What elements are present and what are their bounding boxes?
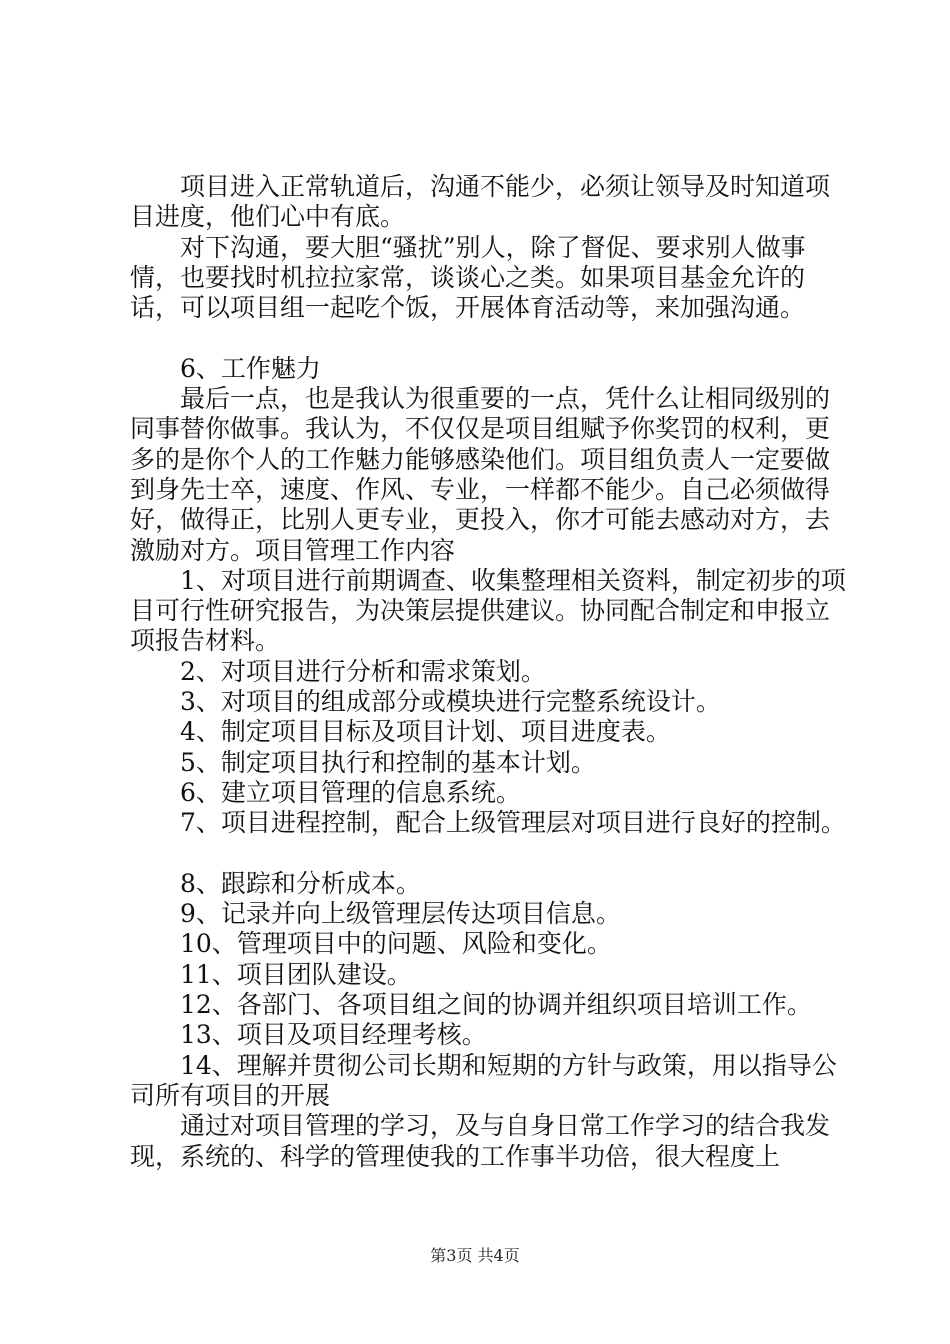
- page-number-footer: 第3页 共4页: [430, 1246, 520, 1265]
- list-item: 12、各部门、各项目组之间的协调并组织项目培训工作。: [180, 990, 812, 1020]
- document-body: [130, 172, 850, 1172]
- section-heading: 6、工作魅力: [180, 353, 321, 383]
- paragraph: 对下沟通，要大胆“骚扰”别人，除了督促、要求别人做事情，也要找时机拉拉家常，谈谈心之类。如果项目基金允许的话，可以项目组一起吃个饭，开展体育活动等，来加强沟通。: [130, 232, 806, 323]
- list-item: 2、对项目进行分析和需求策划。: [180, 656, 546, 686]
- blank-line: [130, 323, 850, 353]
- list-item: 13、项目及项目经理考核。: [180, 1020, 487, 1050]
- list-item: 4、制定项目目标及项目计划、项目进度表。: [180, 717, 671, 747]
- list-item: 3、对项目的组成部分或模块进行完整系统设计。: [180, 687, 721, 717]
- paragraph: 最后一点，也是我认为很重要的一点，凭什么让相同级别的同事替你做事。我认为，不仅仅是项目组赋予你奖罚的权利，更多的是你个人的工作魅力能够感染他们。项目组负责人一定要做到身先士卒，速度、作风、专业，一样都不能少。自己必须做得好，做得正，比别人更专业，更投入，你才可能去感动对方，去激励对方。项目管理工作内容: [130, 384, 831, 565]
- list-item: 14、理解并贯彻公司长期和短期的方针与政策，用以指导公司所有项目的开展: [130, 1050, 837, 1110]
- list-item: 5、制定项目执行和控制的基本计划。: [180, 747, 596, 777]
- blank-line: [130, 839, 850, 869]
- paragraph: 项目进入正常轨道后，沟通不能少，必须让领导及时知道项目进度，他们心中有底。: [130, 172, 831, 232]
- list-item: 1、对项目进行前期调查、收集整理相关资料，制定初步的项目可行性研究报告，为决策层提供建议。协同配合制定和申报立项报告材料。: [130, 565, 846, 656]
- list-item: 9、记录并向上级管理层传达项目信息。: [180, 899, 621, 929]
- list-item: 6、建立项目管理的信息系统。: [180, 777, 521, 807]
- list-item: 7、项目进程控制，配合上级管理层对项目进行良好的控制。: [180, 808, 846, 838]
- list-item: 10、管理项目中的问题、风险和变化。: [180, 929, 612, 959]
- list-item: 11、项目团队建设。: [180, 959, 412, 989]
- paragraph: 通过对项目管理的学习，及与自身日常工作学习的结合我发现，系统的、科学的管理使我的工作事半功倍，很大程度上: [130, 1111, 831, 1171]
- list-item: 8、跟踪和分析成本。: [180, 868, 421, 898]
